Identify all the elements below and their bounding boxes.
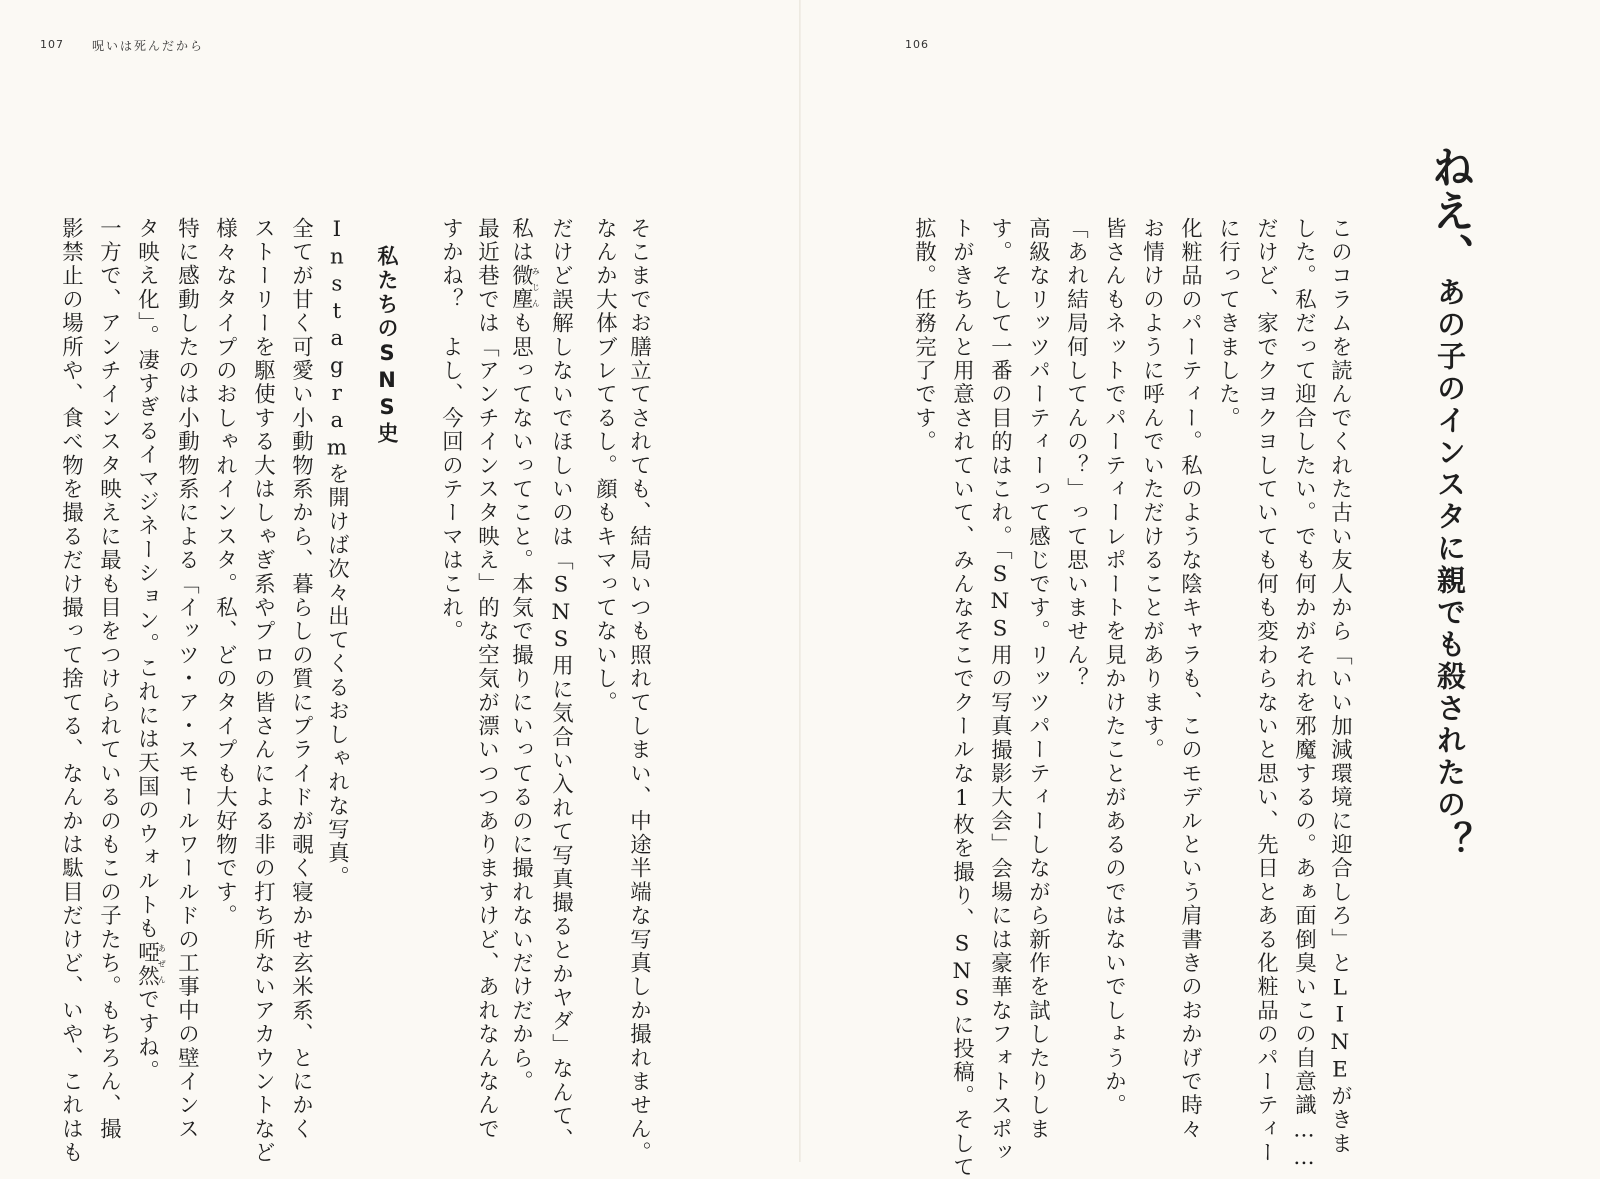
body-column: 「あれ結局何してんの？」って思いません？ [1063,217,1089,691]
body-column: 全てが甘く可愛い小動物系から、暮らしの質にプライドが覗く寝かせ玄米系、とにかく [288,217,314,1142]
body-column: Instagramを開けば次々出てくるおしゃれな写真。 [324,217,350,890]
body-column: 一方で、アンチインスタ映えに最も目をつけられているのもこの子たち。もちろん、撮 [96,217,122,1142]
title-part-2: あの子のインスタに親でも殺されたの [1433,277,1467,821]
body-column: に行ってきました。 [1215,217,1241,431]
ruby-annotation: 微塵みじん [508,264,541,312]
body-column: お情けのように呼んでいただけることがあります。 [1139,217,1165,763]
body-column: トがきちんと用意されていて、みんなそこでクールな1枚を撮り、SNSに投稿。そして [949,217,975,1179]
body-column: 私は微塵みじんも思ってないってこと。本気で撮りにいってるのに撮れないだけだから。 [508,217,541,1094]
body-column: 特に感動したのは小動物系による「イッツ・ア・スモールワールドの工事中の壁インス [174,217,200,1142]
left-page [0,0,799,1165]
body-column: ストーリーを駆使する大はしゃぎ系やプロの皆さんによる非の打ち所ないアカウントなど [250,217,276,1165]
body-column: 最近巷では「アンチインスタ映え」的な空気が漂いつつありますけど、あれなんなんで [474,217,500,1142]
section-heading: 私たちのSNS史 [375,245,399,446]
chapter-title [1420,145,1481,859]
page-number: 107 [40,38,64,51]
body-column: だけど、家でクヨクヨしていても何も変わらないと思い、先日とある化粧品のパーティー [1253,217,1279,1165]
body-column: 化粧品のパーティー。私のような陰キャラも、このモデルという肩書きのおかげで時々 [1177,217,1203,1142]
body-column: だけど誤解しないでほしいのは「SNS用に気合い入れて写真撮るとかヤダ」なんて、 [548,217,574,1153]
ruby-annotation: 啞然あぜん [134,941,167,989]
body-column: す。そして一番の目的はこれ。「SNS用の写真撮影大会」会場には豪華なフォトスポッ [987,217,1013,1166]
body-column: 影禁止の場所や、食べ物を撮るだけ撮って捨てる、なんかは駄目だけど、いや、これはも [58,217,84,1165]
body-column: タ映え化」。凄すぎるイマジネーション。これには天国のウォルトも啞然あぜんですね。 [134,217,167,1084]
page-number: 106 [905,38,929,51]
body-column: 高級なリッツパーティーって感じです。リッツパーティーしながら新作を試したりしま [1025,217,1051,1142]
right-page [801,0,1600,1179]
title-part-1: ねえ、 [1425,145,1475,277]
body-column: そこまでお膳立てされても、結局いつも照れてしまい、中途半端な写真しか撮れません。 [626,217,652,1165]
title-question-mark: ？ [1428,821,1472,859]
body-column: 皆さんもネットでパーティーレポートを見かけたことがあるのではないでしょうか。 [1101,217,1127,1118]
body-column: すかね？ よし、今回のテーマはこれ。 [438,217,464,644]
body-column: なんか大体ブレてるし。顔もキマってないし。 [592,217,618,715]
running-head: 呪いは死んだから [92,39,205,53]
body-column: した。私だって迎合したい。でも何かがそれを邪魔するの。あぁ面倒臭いこの自意識…… [1291,217,1317,1173]
body-column: 様々なタイプのおしゃれインスタ。私、どのタイプも大好物です。 [212,217,238,928]
body-column: 拡散。任務完了です。 [911,217,937,454]
body-column: このコラムを読んでくれた古い友人から「いい加減環境に迎合しろ」とLINEがきま [1327,217,1353,1156]
